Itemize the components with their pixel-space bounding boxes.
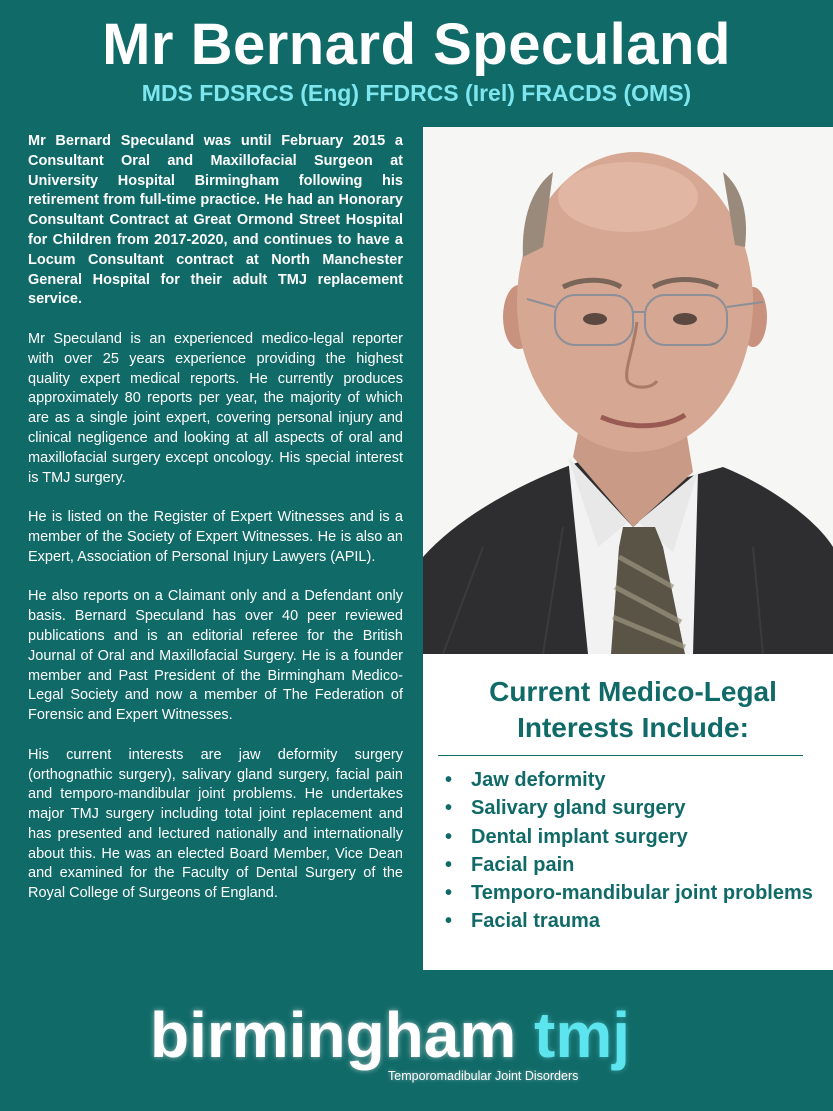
list-item xyxy=(445,794,830,822)
brand-tagline: Temporomadibular Joint Disorders xyxy=(388,1069,579,1083)
list-item xyxy=(445,766,830,794)
bullet-icon: • xyxy=(445,910,453,933)
page-title: Mr Bernard Speculand xyxy=(102,12,731,77)
bullet-icon: • xyxy=(445,825,453,848)
bio-paragraph: Mr Speculand is an experienced medico-legal reporter with over 25 years experience providing the highest quality expert medical reports. He currently produces approximately 80 reports per year, the majority of which are as a single joint expert, covering personal injury and clinical negligence and looking at all aspects of oral and maxillofacial surgery except oncology. His special interest is TMJ surgery. xyxy=(28,330,403,486)
bio-paragraph: Mr Bernard Speculand was until February 2015 a Consultant Oral and Maxillofacial Surgeon at University Hospital Birmingham following his retirement from full-time practice. He had an Honorary Consultant Contract at Great Ormond Street Hospital for Children from 2017-2020, and continues to have a Locum Consultant contract at North Manchester General Hospital for their adult TMJ replacement service. xyxy=(28,133,403,308)
brand-logo xyxy=(150,1000,630,1070)
bio-paragraph: He is listed on the Register of Expert Witnesses and is a member of the Society of Expert Witnesses. He is also an Expert, Association of Personal Injury Lawyers (APIL). xyxy=(28,509,403,565)
interests-heading xyxy=(423,674,833,746)
bullet-icon: • xyxy=(445,797,453,820)
interest-label: Dental implant surgery xyxy=(471,825,688,848)
interest-label: Facial trauma xyxy=(471,910,600,933)
list-item xyxy=(445,907,830,935)
list-item xyxy=(445,879,830,907)
bullet-icon: • xyxy=(445,882,453,905)
interests-heading-line1: Current Medico-Legal xyxy=(489,676,777,707)
divider xyxy=(438,755,803,756)
bio-paragraph: His current interests are jaw deformity surgery (orthognathic surgery), salivary gland surgery, facial pain and temporo-mandibular joint problems. He undertakes major TMJ surgery including total joint replacement and has presented and lectured nationally and internationally about this. He was an elected Board Member, Vice Dean and examined for the Faculty of Dental Surgery of the Royal College of Surgeons of England. xyxy=(28,746,403,902)
qualifications: MDS FDSRCS (Eng) FFDRCS (Irel) FRACDS (OMS) xyxy=(141,80,692,106)
interest-label: Temporo-mandibular joint problems xyxy=(471,882,813,905)
interest-label: Facial pain xyxy=(471,853,575,876)
portrait-illustration xyxy=(423,127,833,654)
list-item xyxy=(445,851,830,879)
list-item xyxy=(445,823,830,851)
bullet-icon: • xyxy=(445,853,453,876)
brand-word-birmingham: birmingham xyxy=(150,999,517,1071)
interest-label: Jaw deformity xyxy=(471,769,606,791)
interests-list xyxy=(445,766,830,936)
brand-word-tmj: tmj xyxy=(534,999,631,1071)
bullet-icon: • xyxy=(445,769,453,791)
bio-paragraph: He also reports on a Claimant only and a Defendant only basis. Bernard Speculand has over 40 peer reviewed publications and is an editorial referee for the British Journal of Oral and Maxillofacial Surgery. He is a founder member and Past President of the Birmingham Medico-Legal Society and now a member of The Federation of Forensic and Expert Witnesses. xyxy=(28,588,403,724)
portrait-photo xyxy=(423,127,833,654)
interests-panel xyxy=(423,654,833,970)
interests-heading-line2: Interests Include: xyxy=(517,712,749,743)
biography xyxy=(28,132,403,924)
interest-label: Salivary gland surgery xyxy=(471,797,686,820)
